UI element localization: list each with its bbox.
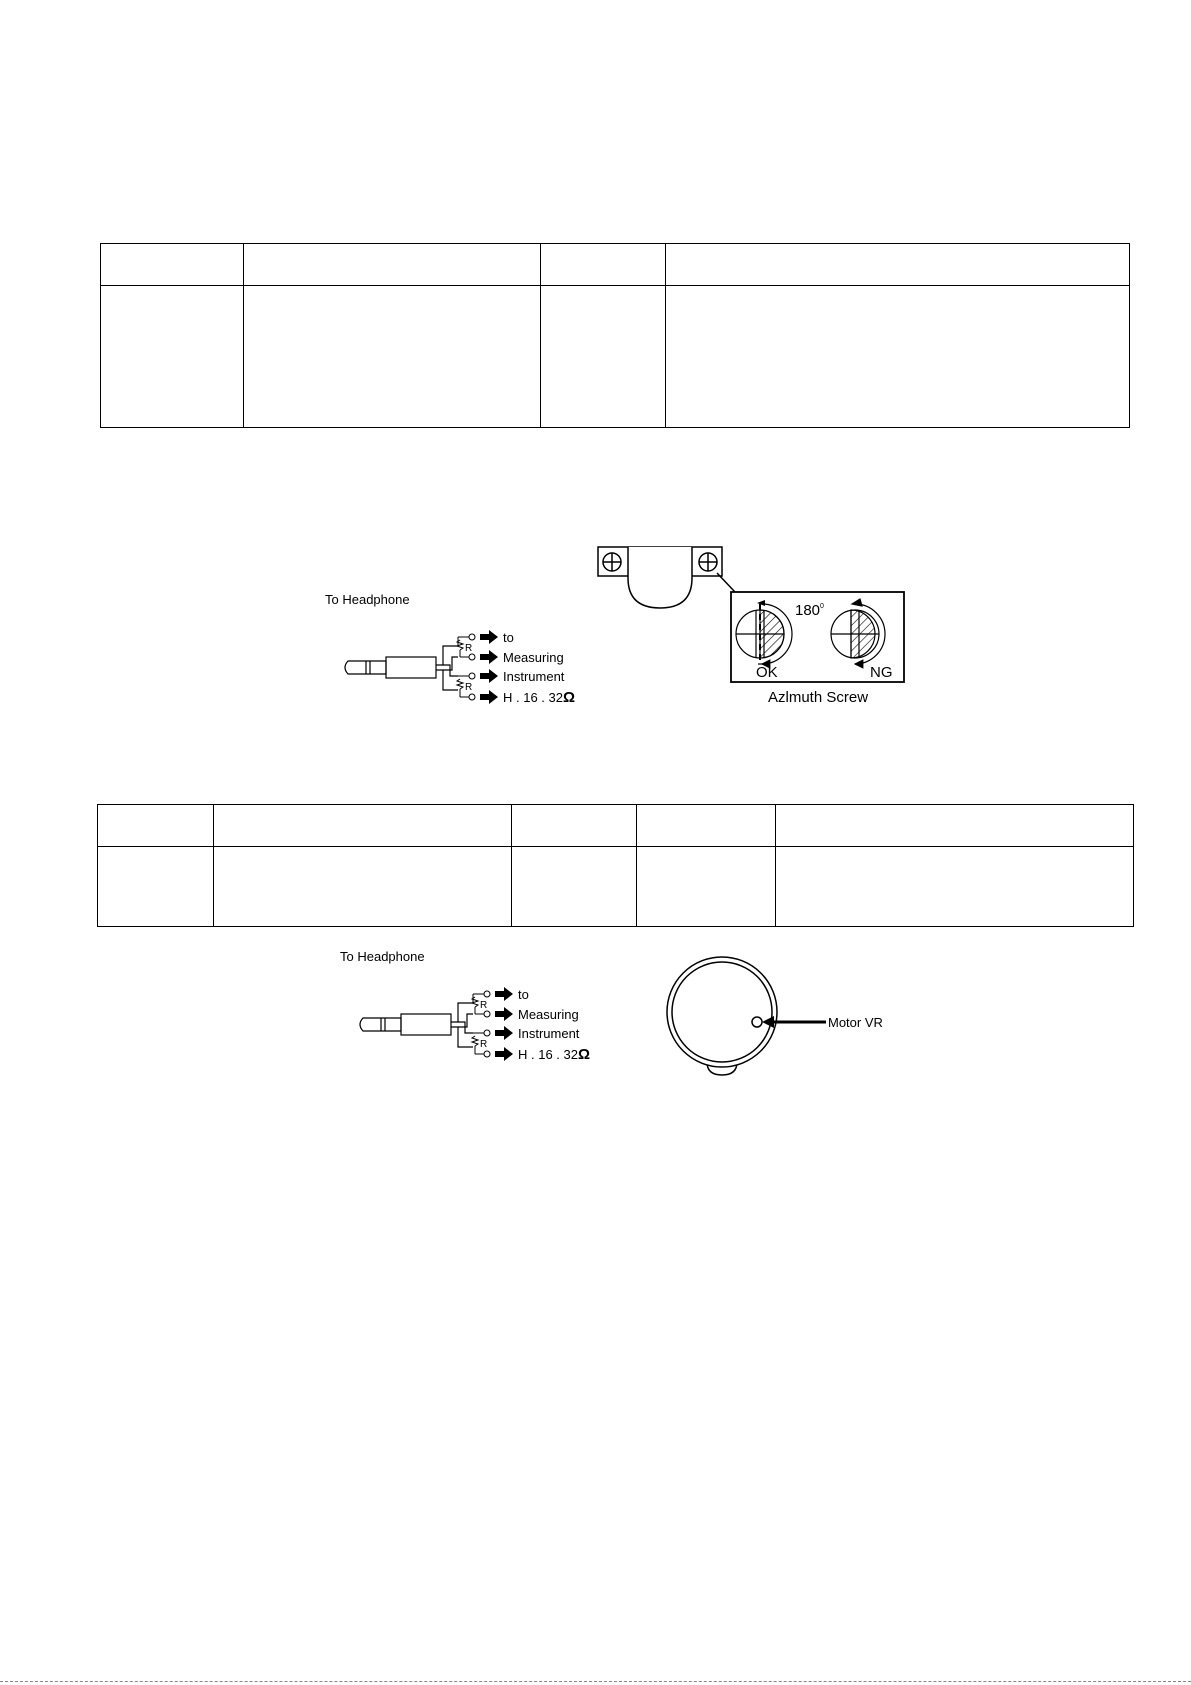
output-line: Instrument [503,669,565,684]
tape-head-icon [598,547,735,608]
headphone-connection-diagram-2 [340,949,590,1063]
angle-label: $180^0$ [795,602,824,619]
output-line: H . 16 . 32Ω [518,1046,591,1063]
resistor-label: R [480,1000,488,1011]
resistor-label: R [480,1039,488,1050]
arrow-icon [495,987,513,1061]
motor-vr-diagram [667,957,883,1075]
output-line: Measuring [518,1007,579,1022]
resistor-label: R [465,643,473,654]
screw-ok-icon [736,604,792,664]
azimuth-caption: Azlmuth Screw [768,689,869,706]
output-line: to [503,630,514,645]
output-line: H . 16 . 32Ω [503,689,576,706]
headphone-label: To Headphone [340,949,425,964]
output-line: Measuring [503,650,564,665]
headphone-connection-diagram-1 [325,592,575,706]
ng-label: NG [870,664,893,681]
headphone-plug-icon [360,1003,473,1047]
arrow-icon [480,630,498,704]
headphone-plug-icon [345,646,458,690]
resistor-label: R [465,682,473,693]
output-line: Instrument [518,1026,580,1041]
headphone-label: To Headphone [325,592,410,607]
ok-label: OK [756,664,778,681]
motor-icon [667,957,777,1075]
screw-ng-icon [831,599,885,664]
output-line: to [518,987,529,1002]
motor-vr-label: Motor VR [828,1015,883,1030]
azimuth-screw-diagram [598,547,904,706]
pointer-arrow-icon [762,1016,826,1028]
page-bottom-rule [0,1681,1191,1682]
